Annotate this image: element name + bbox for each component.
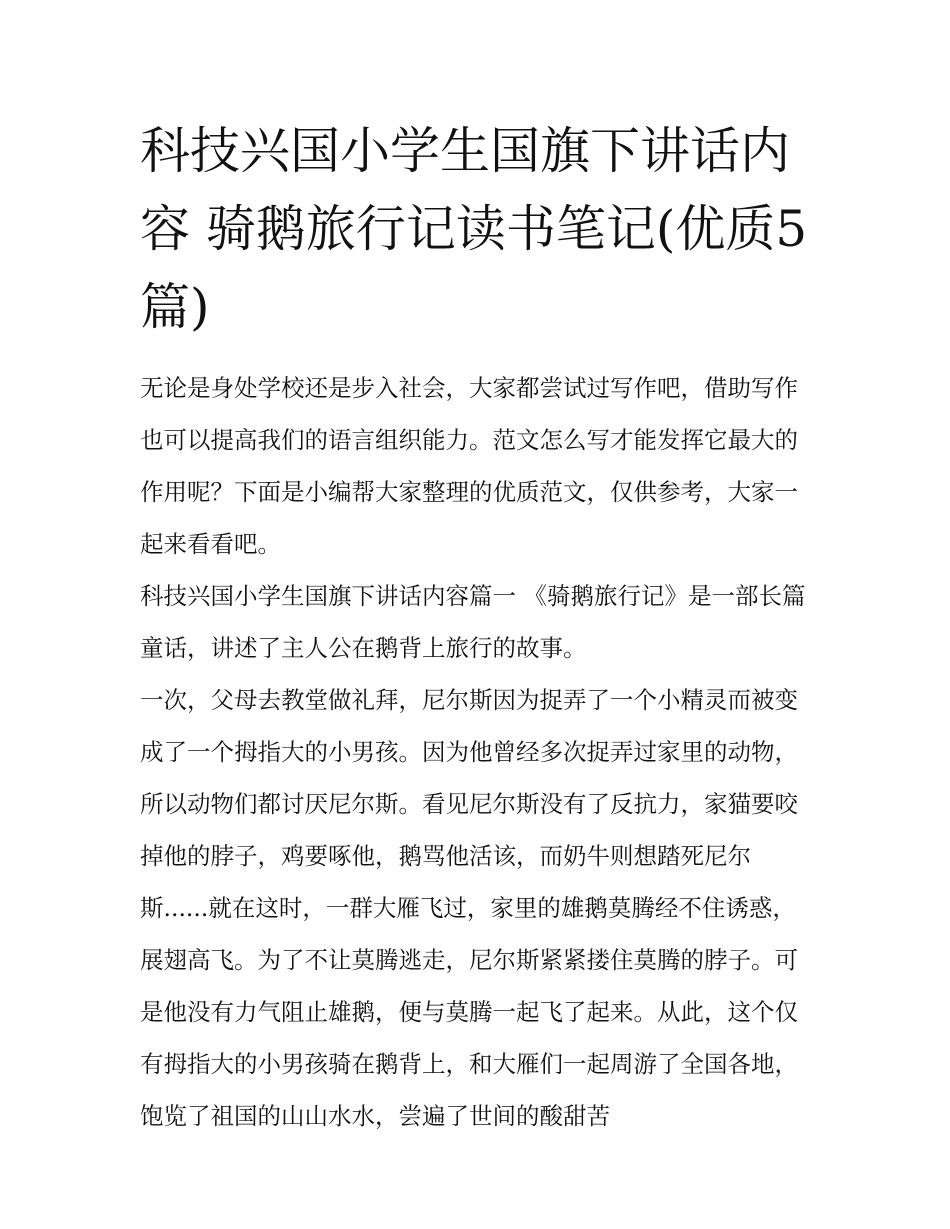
section-one-paragraph: 科技兴国小学生国旗下讲话内容篇一 《骑鹅旅行记》是一部长篇童话，讲述了主人公在鹅背上旅行的故事。 [140, 582, 806, 662]
document-title: 科技兴国小学生国旗下讲话内容 骑鹅旅行记读书笔记(优质5篇) [140, 122, 808, 336]
document-page [140, 112, 812, 1142]
story-paragraph: 一次，父母去教堂做礼拜，尼尔斯因为捉弄了一个小精灵而被变成了一个拇指大的小男孩。因为他曾经多次捉弄过家里的动物，所以动物们都讨厌尼尔斯。看见尼尔斯没有了反抗力，家猫要咬掉他的脖子，鸡要啄他，鹅骂他活该，而奶牛则想踏死尼尔斯......就在这时，一群大雁飞过，家里的雄鹅莫腾经不住诱惑，展翅高飞。为了不让莫腾逃走，尼尔斯紧紧搂住莫腾的脖子。可是他没有力气阻止雄鹅，便与莫腾一起飞了起来。从此，这个仅有拇指大的小男孩骑在鹅背上，和大雁们一起周游了全国各地，饱览了祖国的山山水水，尝遍了世间的酸甜苦 [140, 686, 798, 1130]
intro-paragraph: 无论是身处学校还是步入社会，大家都尝试过写作吧，借助写作也可以提高我们的语言组织能力。范文怎么写才能发挥它最大的作用呢？下面是小编帮大家整理的优质范文，仅供参考，大家一起来看看吧。 [140, 374, 798, 558]
